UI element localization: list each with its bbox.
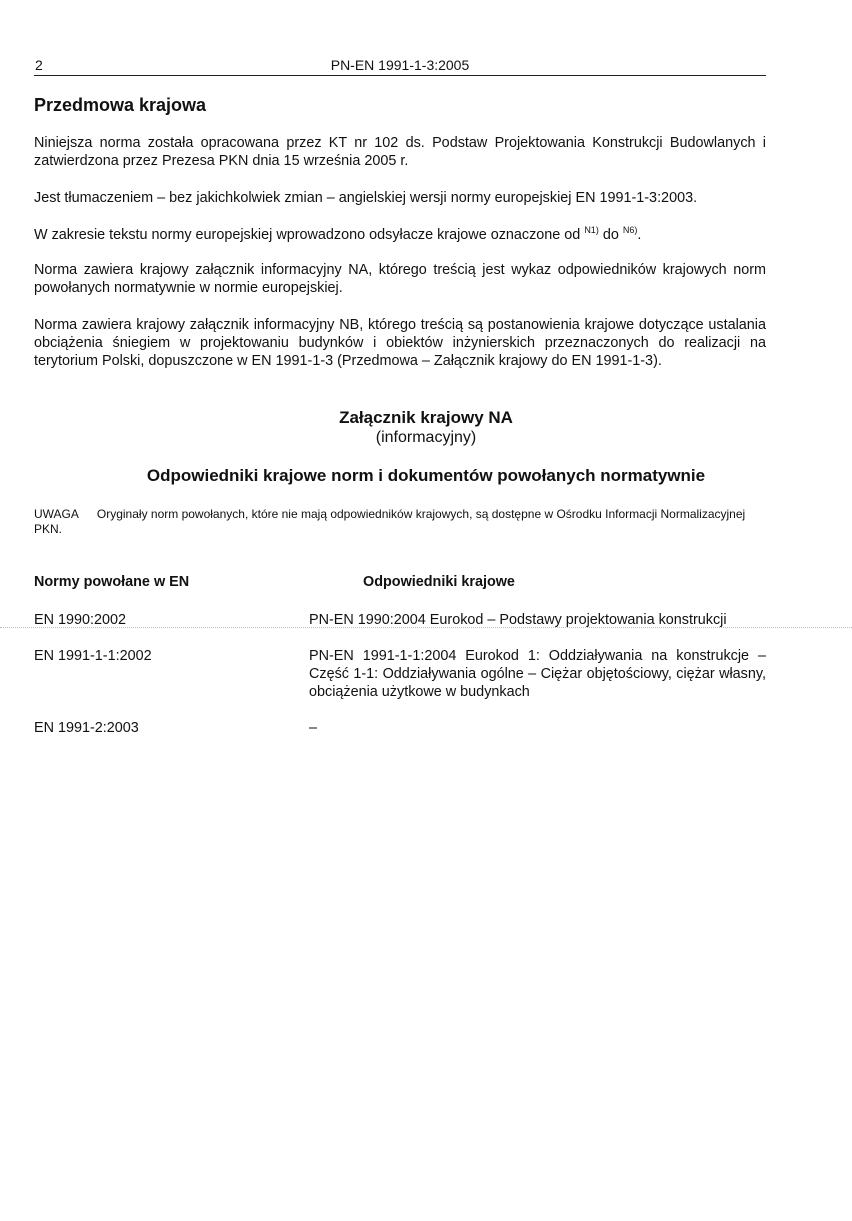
table-row-2-equivalent: – — [309, 720, 318, 736]
row-divider — [0, 627, 852, 628]
footnote-text-before: W zakresie tekstu normy europejskiej wprowadzono odsyłacze krajowe oznaczone od — [34, 227, 585, 243]
note-label: UWAGA — [34, 507, 79, 521]
foreword-paragraph-annex-nb: Norma zawiera krajowy załącznik informacyjny NB, którego treścią są postanowienia krajowe dotyczące ustalania obciążenia śniegiem w projektowaniu budynków i obiektów inżynierskich przeznaczonych do realizacji na terytorium Polski, dopuszczone w EN 1991-1-3 (Przedmowa – Załącznik krajowy do EN 1991-1-3). — [34, 317, 766, 369]
page-number: 2 — [35, 57, 43, 73]
table-row-0-standard: EN 1990:2002 — [34, 612, 127, 628]
foreword-paragraph-annex-na: Norma zawiera krajowy załącznik informacyjny NA, którego treścią jest wykaz odpowiedników krajowych norm powołanych normatywnie w normie europejskiej. — [34, 262, 766, 296]
footnote-marker-start: N1) — [584, 225, 599, 236]
annex-subtitle: (informacyjny) — [375, 429, 477, 446]
foreword-paragraph-footnotes — [34, 226, 766, 244]
table-row-0-equivalent: PN-EN 1990:2004 Eurokod – Podstawy projektowania konstrukcji — [309, 612, 727, 628]
table-row-1-standard: EN 1991-1-1:2002 — [34, 648, 152, 664]
table-header-referenced: Normy powołane w EN — [34, 574, 190, 590]
document-id: PN-EN 1991-1-3:2005 — [330, 57, 470, 73]
annex-title: Załącznik krajowy NA — [339, 408, 513, 427]
table-row-2-standard: EN 1991-2:2003 — [34, 720, 139, 736]
foreword-paragraph-translation: Jest tłumaczeniem – bez jakichkolwiek zmian – angielskiej wersji normy europejskiej EN 1991-1-3:2003. — [34, 190, 698, 206]
annex-heading: Odpowiedniki krajowe norm i dokumentów powołanych normatywnie — [146, 466, 706, 485]
foreword-title: Przedmowa krajowa — [34, 95, 207, 115]
footnote-text-after: . — [637, 227, 642, 243]
page-header — [34, 57, 766, 76]
table-row-1-equivalent: PN-EN 1991-1-1:2004 Eurokod 1: Oddziaływania na konstrukcje – Część 1-1: Oddziaływania ogólne – Ciężar objętościowy, ciężar własny, obciążenia użytkowe w budynkach — [309, 648, 766, 700]
footnote-marker-end: N6) — [622, 225, 638, 236]
annex-note — [34, 507, 766, 537]
foreword-paragraph-approval: Niniejsza norma została opracowana przez KT nr 102 ds. Podstaw Projektowania Konstrukcji Budowlanych i zatwierdzona przez Prezesa PKN dnia 15 września 2005 r. — [34, 135, 766, 169]
table-header-equivalents: Odpowiedniki krajowe — [363, 574, 515, 590]
footnote-text-middle: do — [598, 227, 623, 243]
note-text: Oryginały norm powołanych, które nie mają odpowiedników krajowych, są dostępne w Ośrodku Informacji Normalizacyjnej PKN. — [34, 507, 746, 536]
